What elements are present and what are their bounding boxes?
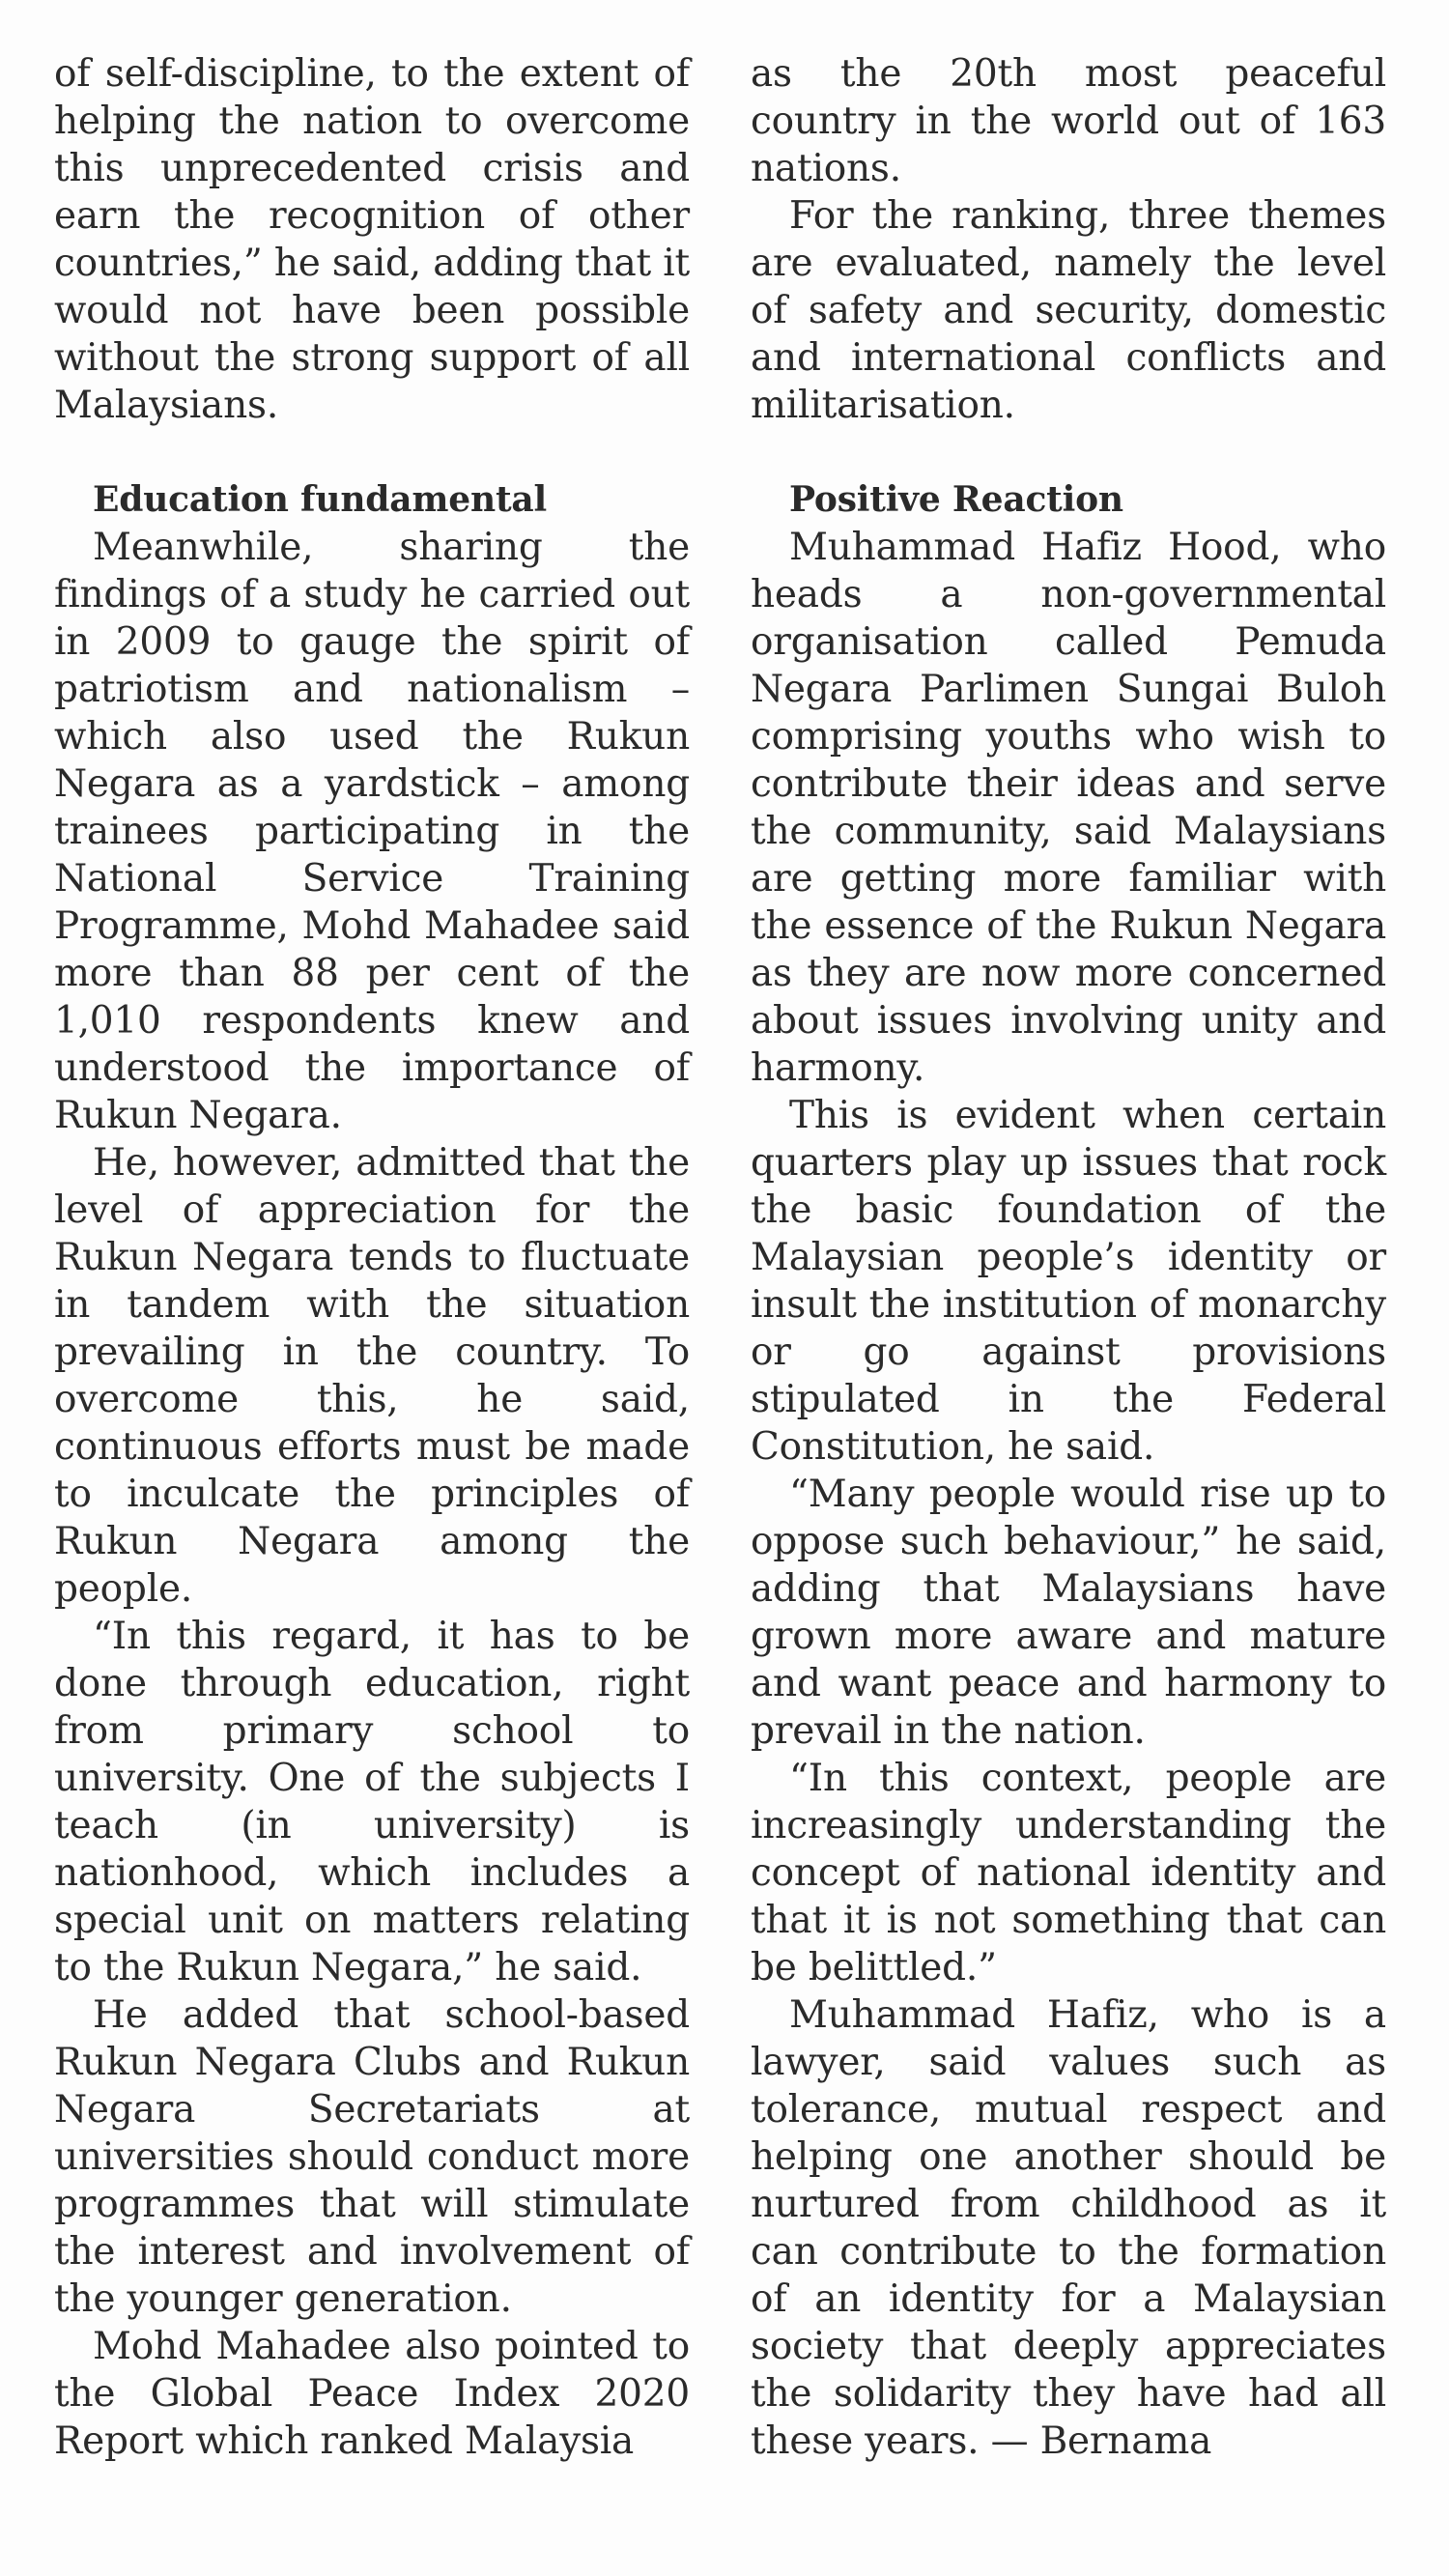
paragraph: as the 20th most peaceful country in the world out of 163 nations. <box>751 52 1386 190</box>
paragraph: “In this context, people are increasingly understanding the concept of national identity and that it is not something that can be belittled.” <box>751 1757 1386 1989</box>
section-heading-education: Education fundamental <box>93 479 547 520</box>
paragraph: This is evident when certain quarters play up issues that rock the basic foundation of the Malaysian people’s identity or insult the institution of monarchy or go against provisions stipulated in the Federal Constitution, he said. <box>751 1094 1386 1469</box>
paragraph: He, however, admitted that the level of appreciation for the Rukun Negara tends to fluctuate in tandem with the situation prevailing in the country. To overcome this, he said, continuous efforts must be made to inculcate the principles of Rukun Negara among the people. <box>54 1141 690 1611</box>
paragraph: He added that school-based Rukun Negara Clubs and Rukun Negara Secretariats at universities should conduct more programmes that will stimulate the interest and involvement of the younger generation. <box>54 1993 690 2321</box>
section-gap <box>751 429 1386 476</box>
paragraph: For the ranking, three themes are evaluated, namely the level of safety and security, domestic and international conflicts and militarisation. <box>751 194 1386 427</box>
paragraph: “Many people would rise up to oppose such behaviour,” he said, adding that Malaysians have grown more aware and mature and want peace and harmony to prevail in the nation. <box>751 1473 1386 1753</box>
paragraph: Mohd Mahadee also pointed to the Global Peace Index 2020 Report which ranked Malaysia <box>54 2325 690 2463</box>
paragraph: Muhammad Hafiz, who is a lawyer, said values such as tolerance, mutual respect and helping one another should be nurtured from childhood as it can contribute to the formation of an identity for a Malaysian society that deeply appreciates the solidarity they have had all these years. — Bernama <box>751 1993 1386 2463</box>
paragraph: Muhammad Hafiz Hood, who heads a non-governmental organisation called Pemuda Negara Parlimen Sungai Buloh comprising youths who wish to contribute their ideas and serve the community, said Malaysians are getting more familiar with the essence of the Rukun Negara as they are now more concerned about issues involving unity and harmony. <box>751 526 1386 1090</box>
left-column <box>54 50 690 2465</box>
right-column <box>751 50 1386 2465</box>
paragraph: “In this regard, it has to be done through education, right from primary school to university. One of the subjects I teach (in university) is nationhood, which includes a special unit on matters relating to the Rukun Negara,” he said. <box>54 1615 690 1989</box>
paragraph: of self-discipline, to the extent of helping the nation to overcome this unprecedented crisis and earn the recognition of other countries,” he said, adding that it would not have been possible without the strong support of all Malaysians. <box>54 52 690 427</box>
section-gap <box>54 429 690 476</box>
paragraph: Meanwhile, sharing the findings of a study he carried out in 2009 to gauge the spirit of patriotism and nationalism – which also used the Rukun Negara as a yardstick – among trainees participating in the National Service Training Programme, Mohd Mahadee said more than 88 per cent of the 1,010 respondents knew and understood the importance of Rukun Negara. <box>54 526 690 1137</box>
section-heading-positive-reaction: Positive Reaction <box>789 479 1123 520</box>
